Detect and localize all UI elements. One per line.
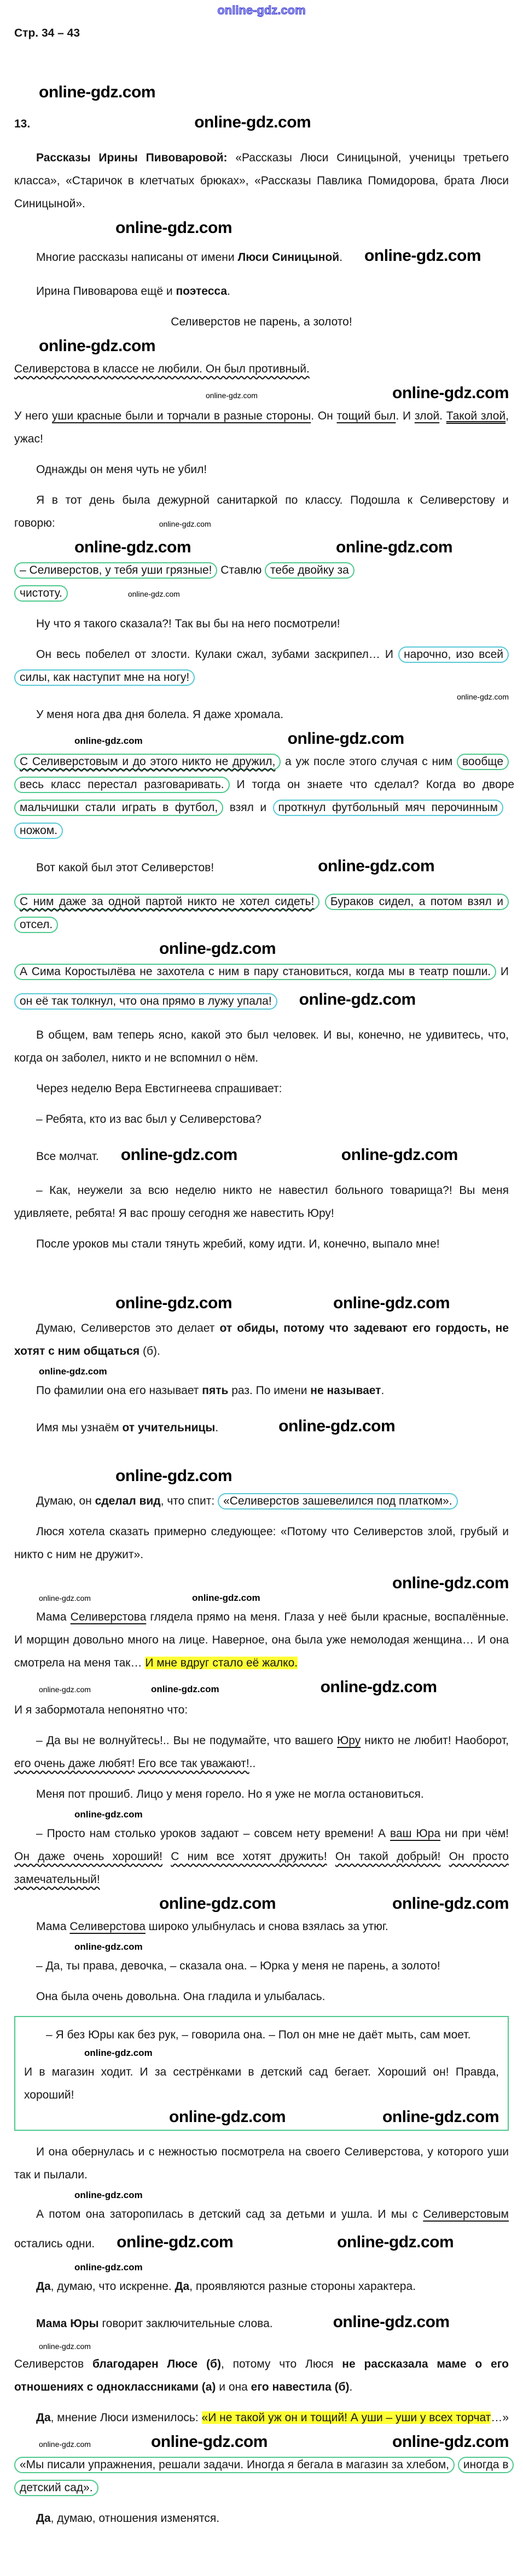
quote-box: [14, 2016, 509, 2131]
text-run: Такой злой: [446, 410, 506, 422]
text-run: Мама: [36, 1611, 71, 1623]
text-run: глядела прямо на меня. Глаза у неё были красные, воспалённые. И морщин довольно много на лице. Наверное, она была уже немолодая женщина… И она смотрела на меня так…: [14, 1611, 509, 1669]
text-run: И тогда он знаете что сделал? Когда во дворе: [229, 778, 514, 791]
text-run: Его все так уважают!: [138, 1757, 249, 1770]
paragraph: [14, 850, 509, 883]
text-run: мальчишки стали играть в футбол,: [14, 800, 223, 816]
watermark-row: [14, 1593, 509, 1604]
paragraph: [14, 703, 509, 726]
answer-paragraph: [14, 2507, 509, 2530]
watermark: online-gdz.com: [115, 219, 232, 237]
watermark-row: [14, 1809, 509, 1820]
watermark-row: [14, 2433, 509, 2451]
text-run: Через неделю Вера Евстигнеева спрашивает:: [36, 1082, 282, 1095]
text-run: Селиверстова: [70, 1611, 147, 1623]
watermark-row: [14, 1942, 509, 1953]
watermark: online-gdz.com: [341, 1146, 458, 1164]
text-run: У него: [14, 410, 52, 422]
text-run: ни при чём!: [440, 1827, 509, 1840]
text-run: Селиверстовым: [423, 2208, 509, 2221]
watermark: online-gdz.com: [39, 2440, 91, 2449]
text-run: его очень даже любят!: [14, 1757, 135, 1770]
watermark: online-gdz.com: [337, 2233, 454, 2251]
text-run: Однажды он меня чуть не убил!: [36, 463, 207, 476]
text-run: Юру: [337, 1734, 361, 1747]
watermark-row: [14, 1294, 509, 1313]
text-run: тощий был: [336, 410, 396, 422]
text-run: Селиверстов: [14, 2358, 92, 2370]
watermark: online-gdz.com: [457, 692, 509, 701]
exercise-number: [14, 106, 509, 139]
text-run: никто не любит! Наоборот,: [361, 1734, 509, 1747]
text-run: Он просто замечательный!: [14, 1850, 509, 1886]
text-run: .: [381, 1384, 385, 1397]
text-run: , потому что Люся: [220, 2358, 342, 2370]
text-run: – Я без Юры как без рук, – говорила она. – Пол он мне не даёт мыть, сам моет.: [46, 2029, 471, 2041]
page-range: [14, 22, 509, 45]
text-run: .: [339, 251, 343, 264]
text-run: иногда в детский сад».: [14, 2457, 514, 2496]
text-run: Вот какой был этот Селиверстов!: [36, 861, 214, 874]
watermark: online-gdz.com: [159, 520, 211, 528]
document-body: [14, 3, 514, 2530]
answer-paragraph: [14, 1379, 509, 1402]
text-run: пять: [202, 1384, 229, 1397]
paragraph: [14, 2203, 509, 2259]
text-run: от учительницы: [122, 1421, 216, 1434]
text-run: – Да вы не волнуйтесь!.. Вы не подумайте, что вашего: [36, 1734, 338, 1747]
text-run: . И: [396, 410, 415, 422]
text-run: Селиверстов не парень, а золото!: [171, 316, 352, 328]
text-run: сделал вид: [95, 1495, 161, 1507]
paragraph: [14, 1985, 509, 2008]
text-run: вообще весь класс перестал разговаривать.: [14, 754, 509, 793]
text-run: нарочно, изо всей силы, как наступит мне на ногу!: [14, 646, 509, 686]
paragraph: [14, 1077, 509, 1100]
text-run: и она: [216, 2381, 251, 2393]
watermark: online-gdz.com: [74, 736, 143, 746]
watermark: online-gdz.com: [74, 1809, 143, 1820]
text-run: И мне вдруг стало её жалко.: [145, 1657, 298, 1669]
text-run: «Рассказы Люси Синицыной, ученицы третьего класса», «Старичок в клетчатых брюках», «Рассказы Павлика Помидорова, брата Люси Синицыной».: [14, 151, 509, 210]
text-run: А потом она заторопилась в детский сад за детьми и ушла. И мы с: [36, 2208, 423, 2221]
paragraph: [14, 1783, 509, 1806]
text-run: А Сима Коростылёва не захотела с ним в пару становиться, когда мы в театр пошли.: [14, 964, 496, 980]
text-run: Да: [36, 2411, 51, 2424]
text-run: Многие рассказы написаны от имени: [36, 251, 238, 264]
text-run: Все молчат.: [36, 1150, 99, 1163]
watermark: online-gdz.com: [115, 1467, 232, 1485]
paragraph: [14, 1955, 509, 1978]
watermark: online-gdz.com: [191, 1593, 260, 1603]
watermark: online-gdz.com: [382, 2108, 499, 2126]
watermark: online-gdz.com: [392, 384, 509, 402]
text-run: Меня пот прошиб. Лицо у меня горело. Но я уже не могла остановиться.: [36, 1788, 424, 1800]
answer-paragraph: [14, 2306, 509, 2339]
paragraph: [14, 358, 509, 381]
story-title: [14, 311, 509, 334]
watermark: online-gdz.com: [39, 83, 155, 101]
answer-paragraph: [14, 1410, 509, 1443]
paragraph: [14, 458, 509, 481]
watermark: online-gdz.com: [150, 2433, 268, 2451]
watermark: online-gdz.com: [333, 2313, 450, 2331]
watermark-row: [14, 219, 509, 237]
text-run: Стр. 34 – 43: [14, 27, 80, 39]
paragraph: [24, 2024, 499, 2047]
watermark-row: [14, 1467, 509, 1485]
text-run: [162, 1850, 171, 1863]
watermark: online-gdz.com: [39, 2342, 91, 2351]
text-run: тебе двойку за чистоту.: [14, 562, 355, 602]
text-run: Да: [175, 2280, 190, 2293]
text-run: – Как, неужели за всю неделю никто не навестил больного товарища?! Вы меня удивляете, ребята! Я вас прошу сегодня же навестить Юру!: [14, 1184, 509, 1220]
paragraph: [14, 960, 509, 1016]
text-run: – Да, ты права, девочка, – сказала она. – Юрка у меня не парень, а золото!: [36, 1960, 440, 1972]
text-run: [319, 895, 325, 908]
answer-paragraph: [14, 2406, 509, 2429]
watermark-row: [14, 538, 509, 557]
paragraph: [14, 405, 509, 451]
watermark: online-gdz.com: [39, 337, 155, 355]
text-run: В общем, вам теперь ясно, какой это был человек. И вы, конечно, не удивитесь, что, когда он заболел, никто и не вспомнил о нём.: [14, 1029, 509, 1064]
watermark: online-gdz.com: [74, 1942, 143, 1952]
paragraph: [14, 489, 509, 535]
text-run: [440, 1850, 449, 1863]
text-run: поэтесса: [176, 285, 228, 298]
paragraph: [14, 1699, 509, 1722]
watermark: online-gdz.com: [194, 113, 311, 131]
text-run: , мнение Люси изменилось:: [50, 2411, 202, 2424]
text-run: злой: [414, 410, 440, 422]
text-run: уши красные были и торчали в разные стороны: [51, 410, 311, 422]
text-run: Он такой добрый!: [335, 1850, 441, 1863]
text-run: Мама Юры: [36, 2317, 99, 2330]
paragraph: [14, 280, 509, 303]
watermark: online-gdz.com: [299, 990, 416, 1009]
text-run: благодарен Люсе (б): [92, 2358, 221, 2370]
answer-paragraph: [14, 2353, 509, 2399]
answer-paragraph: [14, 1520, 509, 1566]
watermark-row: [14, 384, 509, 403]
paragraph: [14, 1179, 509, 1225]
text-run: «Мы писали упражнения, решали задачи. Иногда я бегала в магазин за хлебом,: [14, 2457, 455, 2473]
text-run: Думаю, он: [36, 1495, 95, 1507]
text-run: Думаю, Селиверстов это делает: [36, 1322, 220, 1334]
text-run: его навестила (б): [251, 2381, 350, 2393]
watermark: online-gdz.com: [206, 391, 258, 400]
text-run: .: [227, 285, 230, 298]
paragraph: [14, 890, 509, 936]
text-run: от обиды, потому что задевают его гордость, не хотят с ним общаться: [14, 1322, 509, 1357]
text-run: раз. По имени: [228, 1384, 311, 1397]
text-run: взял и: [223, 801, 273, 814]
paragraph: [14, 559, 509, 605]
paragraph: [24, 2061, 499, 2107]
text-run: не рассказала маме о его отношениях с одноклассниками (а): [14, 2358, 509, 2393]
text-run: , что спит:: [160, 1495, 218, 1507]
text-run: [327, 1850, 335, 1863]
text-run: – Ребята, кто из вас был у Селиверстова?: [36, 1113, 262, 1126]
paragraph: [14, 1822, 509, 1891]
text-run: И я забормотала непонятно что:: [14, 1704, 188, 1716]
paragraph: [14, 2141, 509, 2187]
answer-paragraph: [14, 1490, 509, 1513]
text-run: И в магазин ходит. И за сестрёнками в детский сад бегает. Хороший он! Правда, хороший!: [24, 2066, 499, 2101]
text-run: а уж после этого случая с ним: [281, 755, 457, 768]
intro-paragraph: [14, 147, 509, 215]
text-run: И она обернулась и с нежностью посмотрела на своего Селиверстова, у которого уши так и пылали.: [14, 2146, 509, 2181]
watermark-row: [14, 2190, 509, 2201]
watermark: online-gdz.com: [159, 1895, 276, 1913]
watermark: online-gdz.com: [336, 538, 452, 556]
text-run: не называет: [310, 1384, 381, 1397]
watermark-row: [14, 1366, 509, 1377]
text-run: Имя мы узнаём: [36, 1421, 123, 1434]
paragraph: [14, 240, 509, 272]
text-run: , думаю, что искренне.: [50, 2280, 175, 2293]
watermark: online-gdz.com: [287, 730, 404, 748]
watermark: online-gdz.com: [115, 1294, 232, 1312]
text-run: , проявляются разные стороны характера.: [189, 2280, 416, 2293]
text-run: широко улыбнулась и снова взялась за утюг.: [145, 1920, 388, 1933]
watermark-row: [14, 2342, 509, 2351]
watermark: online-gdz.com: [217, 3, 306, 17]
text-run: Он весь побелел от злости. Кулаки сжал, зубами заскрипел… И: [36, 648, 399, 661]
text-run: С Селиверстовым и до этого никто не дружил,: [14, 754, 281, 770]
watermark: online-gdz.com: [150, 1684, 219, 1694]
paragraph: [14, 1606, 509, 1675]
paragraph: [14, 1108, 509, 1131]
text-run: И: [496, 965, 509, 978]
watermark-row: [14, 1678, 509, 1697]
text-run: Селиверстова: [69, 1920, 146, 1933]
text-run: С ним даже за одной партой никто не хотел сидеть!: [14, 894, 319, 910]
watermark: online-gdz.com: [39, 1594, 91, 1602]
watermark: online-gdz.com: [74, 2262, 143, 2272]
text-run: У меня нога два дня болела. Я даже хромала.: [36, 708, 284, 721]
watermark-row: [14, 692, 509, 701]
watermark-row: [14, 2262, 509, 2273]
watermark-row: [14, 1895, 509, 1913]
watermark: online-gdz.com: [320, 1678, 437, 1696]
answer-paragraph: [14, 2275, 509, 2298]
watermark-row: [14, 83, 509, 102]
answer-paragraph: [14, 1317, 509, 1363]
text-run: он её так толкнул, что она прямо в лужу упала!: [14, 993, 277, 1010]
text-run: .: [439, 410, 446, 422]
text-run: остались одни.: [14, 2237, 95, 2250]
paragraph: [14, 1729, 509, 1775]
watermark: online-gdz.com: [127, 590, 180, 598]
watermark-row: [14, 3, 509, 18]
paragraph: [14, 1915, 509, 1938]
text-run: Люся хотела сказать примерно следующее: «Потому что Селиверстов злой, грубый и никто с ним не дружит».: [14, 1525, 509, 1561]
text-run: …»: [491, 2411, 509, 2424]
text-run: ваш Юра: [390, 1827, 441, 1840]
watermark: online-gdz.com: [278, 1417, 396, 1435]
text-run: ..: [249, 1757, 256, 1770]
text-run: «Селиверстов зашевелился под платком».: [218, 1493, 458, 1510]
watermark-row: [14, 337, 509, 355]
text-run: Селиверстова в классе не любили. Он был противный.: [14, 363, 310, 375]
watermark: online-gdz.com: [117, 2233, 234, 2251]
watermark: online-gdz.com: [169, 2108, 286, 2126]
paragraph: [14, 1233, 509, 1256]
watermark: online-gdz.com: [39, 1685, 91, 1694]
text-run: Он даже очень хороший!: [14, 1850, 162, 1863]
watermark: online-gdz.com: [74, 2190, 143, 2200]
text-run: Бураков сидел, а потом взял и отсел.: [14, 894, 509, 933]
watermark: online-gdz.com: [392, 2433, 509, 2451]
paragraph: [14, 613, 509, 636]
watermark: online-gdz.com: [318, 857, 435, 875]
text-run: Она была очень довольна. Она гладила и улыбалась.: [36, 1990, 326, 2003]
text-run: (б).: [140, 1345, 160, 1357]
text-run: По фамилии она его называет: [36, 1384, 202, 1397]
text-run: . Он: [311, 410, 337, 422]
watermark: online-gdz.com: [392, 1895, 509, 1913]
text-run: 13.: [14, 118, 31, 130]
text-run: Да: [36, 2280, 51, 2293]
text-run: .: [215, 1421, 219, 1434]
text-run: говорит заключительные слова.: [98, 2317, 273, 2330]
text-run: – Просто нам столько уроков задают – совсем нету времени! А: [36, 1827, 391, 1840]
text-run: [455, 2458, 458, 2471]
watermark-row: [14, 730, 509, 748]
watermark: online-gdz.com: [120, 1146, 237, 1164]
paragraph: [14, 1024, 509, 1070]
watermark: online-gdz.com: [159, 940, 276, 958]
watermark: online-gdz.com: [39, 1366, 107, 1377]
watermark: online-gdz.com: [392, 1574, 509, 1592]
text-run: проткнул футбольный мяч перочинным ножом.: [14, 800, 503, 839]
watermark: online-gdz.com: [84, 2048, 153, 2058]
text-run: После уроков мы стали тянуть жребий, кому идти. И, конечно, выпало мне!: [36, 1238, 440, 1250]
watermark-row: [24, 2048, 499, 2059]
text-run: .: [349, 2381, 353, 2393]
text-run: Мама: [36, 1920, 70, 1933]
watermark-row: [14, 940, 509, 958]
watermark-row: [24, 2108, 499, 2126]
text-run: Рассказы Ирины Пивоваровой:: [36, 151, 236, 164]
watermark: online-gdz.com: [364, 247, 481, 265]
text-run: – Селиверстов, у тебя уши грязные!: [14, 562, 217, 579]
text-run: Ну что я такого сказала?! Так вы бы на него посмотрели!: [36, 617, 340, 630]
text-run: «И не такой уж он и тощий! А уши – уши у всех торчат: [201, 2411, 491, 2424]
watermark-row: [14, 1574, 509, 1593]
text-run: Люси Синицыной: [237, 251, 340, 264]
text-run: Ирина Пивоварова ещё и: [36, 285, 176, 298]
watermark: online-gdz.com: [333, 1294, 450, 1312]
text-run: Ставлю: [217, 564, 265, 576]
watermark: online-gdz.com: [74, 538, 191, 556]
paragraph: [14, 750, 514, 842]
paragraph: [14, 1139, 509, 1172]
text-run: , ужас!: [14, 410, 509, 445]
answer-paragraph: [14, 2453, 509, 2499]
paragraph: [14, 643, 509, 689]
text-run: Да: [36, 2512, 51, 2525]
text-run: Я в тот день была дежурной санитаркой по классу. Подошла к Селиверстову и говорю:: [14, 494, 509, 529]
text-run: С ним все хотят дружить!: [171, 1850, 327, 1863]
text-run: , думаю, отношения изменятся.: [50, 2512, 220, 2525]
